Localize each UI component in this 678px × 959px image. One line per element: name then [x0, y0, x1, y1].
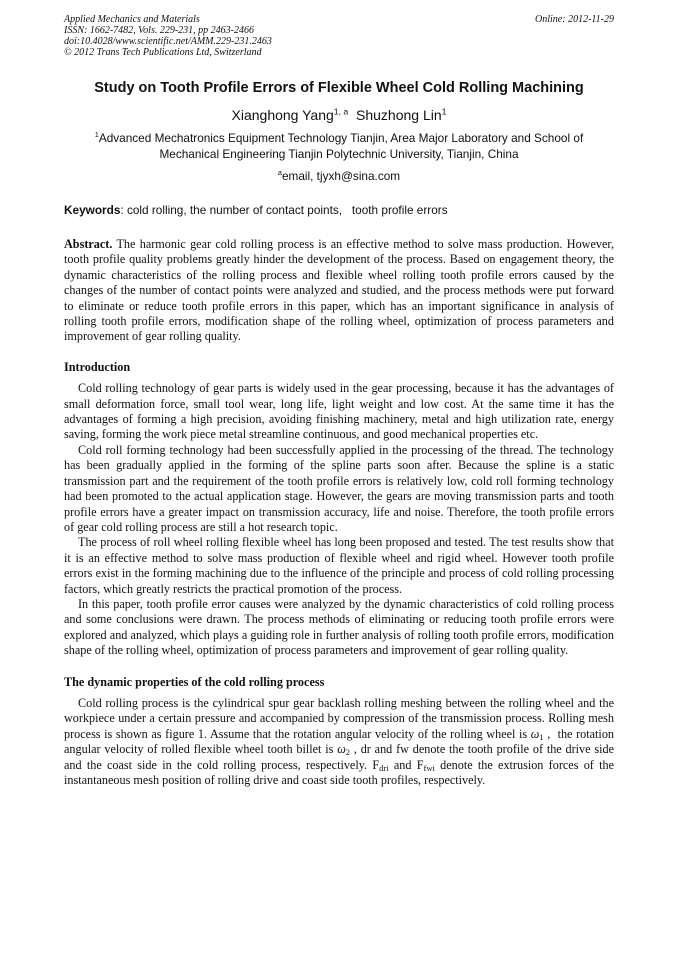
- omega-2-subscript: 2: [345, 747, 351, 758]
- dynamic-text-b: , the rotation angular velocity of rolled flexible wheel tooth billet is: [64, 726, 615, 757]
- fdri-subscript: dri: [379, 762, 389, 773]
- keywords-label: Keywords: [64, 203, 121, 217]
- issn-line: ISSN: 1662-7482, Vols. 229-231, pp 2463-2466: [64, 25, 254, 36]
- author-1-name: Xianghong Yang: [231, 107, 334, 123]
- affiliation-superscript: 1: [94, 130, 99, 140]
- author-1-superscript: 1, a: [333, 106, 349, 117]
- introduction-paragraph-1: Cold rolling technology of gear parts is widely used in the gear processing, because it has the advantages of small deformation force, small tool wear, long life, light weight and low cost. At the same time it has the advantages of forming a high precision, avoiding finishing machinery, metal and high utilization rate, energy saving, forming the work piece metal streamline continuous, and good mechanical properties etc.: [64, 381, 614, 442]
- dynamic-text-e: denote the extrusion forces of the instantaneous mesh position of rolling drive and coast side tooth profiles, respectively.: [64, 757, 614, 787]
- paper-title: Study on Tooth Profile Errors of Flexible Wheel Cold Rolling Machining: [94, 80, 584, 96]
- affiliation-text-2: Mechanical Engineering Tianjin Polytechnic University, Tianjin, China: [159, 147, 519, 161]
- omega-2-symbol: ω: [337, 742, 346, 757]
- online-date: Online: 2012-11-29: [535, 14, 614, 25]
- affiliation-line-1: [64, 130, 614, 146]
- author-2-name: Shuzhong Lin: [356, 107, 442, 123]
- introduction-paragraph-2: Cold roll forming technology had been successfully applied in the processing of the thread. The technology has been gradually applied in the forming of the spline parts soon after. Because the spline is a static transmission part and the requirement of the tooth profile errors is relatively low, cold roll forming technology had been promoted to the actual application stage. However, the gears are moving transmission parts and tooth profile errors have a greater impact on transmission accuracy, life and noise. Therefore, the tooth profile errors of gear cold rolling process are still a hot research topic.: [64, 442, 614, 534]
- doi-line: doi:10.4028/www.scientific.net/AMM.229-231.2463: [64, 36, 272, 47]
- journal-header: [64, 14, 614, 58]
- omega-1-symbol: ω: [530, 726, 540, 741]
- email-text: email, tjyxh@sina.com: [281, 169, 401, 183]
- affiliation: [64, 130, 614, 162]
- dynamic-properties-heading: The dynamic properties of the cold rolling process: [64, 674, 325, 689]
- introduction-paragraph-3: The process of roll wheel rolling flexible wheel has long been proposed and tested. The test results show that it is an effective method to solve mass production of flexible wheel and rigid wheel. However tooth profile errors exist in the forming machining due to the influence of the principle and process of cold rolling processing factors, which greatly restricts the practical promotion of the process.: [64, 535, 614, 596]
- abstract: [64, 237, 614, 345]
- introduction-paragraph-4: In this paper, tooth profile error causes were analyzed by the dynamic characteristics of cold rolling process and some conclusions were drawn. The process methods of eliminating or reducing tooth profile errors were explored and analyzed, which plays a guiding role in further analysis of rolling tooth profile errors, modification shape of the rolling wheel, optimization of process parameters and improvement of gear rolling quality.: [64, 596, 614, 658]
- email-line: [64, 168, 614, 184]
- email-superscript: a: [277, 168, 282, 178]
- journal-name: Applied Mechanics and Materials: [64, 14, 200, 25]
- omega-1-subscript: 1: [539, 731, 544, 742]
- author-2-superscript: 1: [441, 106, 447, 117]
- copyright-line: © 2012 Trans Tech Publications Ltd, Switzerland: [64, 47, 262, 58]
- dynamic-text-a: Cold rolling process is the cylindrical spur gear backlash rolling meshing between the rolling wheel and the workpiece under a certain pressure and accompanied by compression of the transmission process. Rolling mesh process is shown as figure 1. Assume that the rotation angular velocity of the rolling wheel is: [64, 695, 614, 741]
- author-line: [64, 106, 614, 124]
- abstract-text: The harmonic gear cold rolling process is an effective method to solve mass production. However, tooth profile quality problems greatly hinder the development of the process. Based on engagement theory, the dynamic characteristics of the rolling process and flexible wheel rolling tooth profile errors caused by the changes of the number of contact points were analyzed and studied, and the process methods were put forward to eliminate or reduce tooth profile errors in this paper, which has an important significance in analysis of rolling tooth profile errors, modification shape of the rolling wheel, optimization of process parameters and improvement of gear rolling quality.: [64, 237, 614, 344]
- introduction-heading: Introduction: [64, 359, 131, 374]
- dynamic-text-c: , dr and fw denote the tooth profile of the drive side and the coast side in the cold rolling process, respectively. F: [64, 742, 615, 772]
- affiliation-text-1: Advanced Mechatronics Equipment Technology Tianjin, Area Major Laboratory and School of: [98, 131, 584, 145]
- keywords-text: : cold rolling, the number of contact points, tooth profile errors: [120, 203, 448, 217]
- abstract-label: Abstract.: [64, 237, 113, 251]
- ffwi-subscript: fwi: [423, 762, 435, 773]
- keywords: [64, 202, 614, 218]
- dynamic-text-d: and F: [388, 757, 424, 772]
- dynamic-properties-paragraph: [64, 696, 614, 788]
